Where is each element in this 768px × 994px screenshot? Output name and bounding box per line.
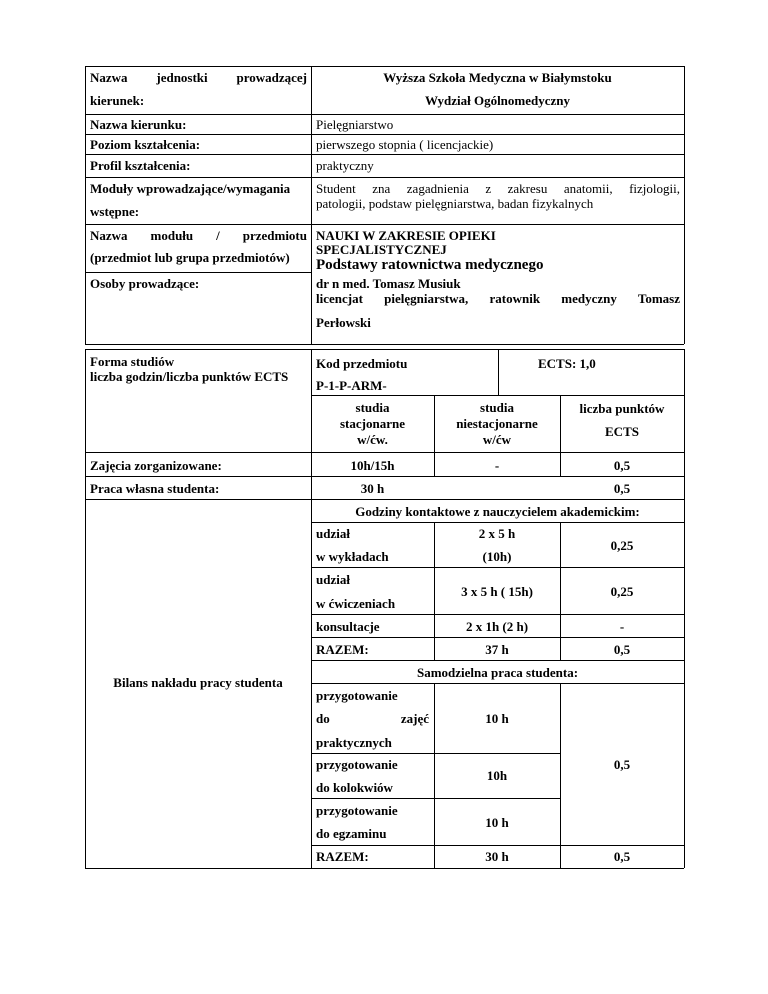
rule <box>85 476 684 477</box>
rule <box>311 614 684 615</box>
exercises-hours: 3 x 5 h ( 15h) <box>461 584 533 599</box>
module-value-2: SPECJALISTYCZNEJ <box>316 242 447 257</box>
rule <box>85 114 684 115</box>
prep-tests-label: przygotowanie <box>316 757 398 772</box>
prep-classes-label-3: praktycznych <box>316 735 392 750</box>
module-label <box>90 228 307 243</box>
direction-label: kierunek: <box>90 93 145 108</box>
own-work-ects: 0,5 <box>613 481 631 496</box>
rule <box>311 567 684 568</box>
rule <box>85 868 684 869</box>
self-work-header: Samodzielna praca studenta: <box>416 665 579 680</box>
col-nonstationary-line: studia <box>480 400 514 415</box>
col-nonstationary <box>434 400 560 448</box>
level-value: pierwszego stopnia ( licencjackie) <box>316 137 494 152</box>
prep-classes-word: do <box>316 711 330 726</box>
exercises-label: udział <box>316 572 350 587</box>
rule <box>498 349 499 395</box>
prep-classes-label-2 <box>316 711 429 726</box>
module-label-word: przedmiotu <box>242 228 307 243</box>
rule <box>85 224 684 225</box>
field-name-label: Nazwa kierunku: <box>90 117 187 132</box>
prep-classes-label: przygotowanie <box>316 688 398 703</box>
unit-label-word: jednostki <box>156 70 208 85</box>
prep-exam-label-2: do egzaminu <box>316 826 387 841</box>
rule <box>560 683 561 868</box>
rule <box>311 683 684 684</box>
prep-tests-label-2: do kolokwiów <box>316 780 393 795</box>
level-label: Poziom kształcenia: <box>90 137 201 152</box>
prep-classes-hours: 10 h <box>485 711 509 726</box>
unit-label-word: prowadzącej <box>236 70 307 85</box>
rule <box>311 845 684 846</box>
unit-label-word: Nazwa <box>90 70 128 85</box>
prep-exam-hours: 10 h <box>485 815 509 830</box>
self-total-hours: 30 h <box>485 849 509 864</box>
rule <box>311 798 561 799</box>
col-nonstationary-line: w/ćw <box>482 432 512 447</box>
rule <box>85 349 86 499</box>
teachers-label: Osoby prowadzące: <box>90 276 200 291</box>
rule <box>684 349 685 499</box>
lectures-ects: 0,25 <box>610 538 634 553</box>
organized-nonstationary: - <box>494 458 500 473</box>
rule <box>311 637 684 638</box>
rule <box>85 177 684 178</box>
rule <box>684 66 685 344</box>
rule <box>85 66 684 67</box>
rule <box>311 499 312 868</box>
col-ects <box>560 401 684 439</box>
consult-hours: 2 x 1h (2 h) <box>465 619 529 634</box>
rule <box>85 134 684 135</box>
unit-value: Wyższa Szkoła Medyczna w Białymstoku <box>383 70 612 85</box>
rule <box>85 452 684 453</box>
col-ects-line: ECTS <box>605 424 639 439</box>
profile-value: praktyczny <box>316 158 374 173</box>
teachers-value-2: licencjat pielęgniarstwa, ratownik medyczny Tomasz <box>316 291 680 306</box>
lectures-hours-2: (10h) <box>482 549 512 564</box>
unit-label <box>90 70 307 85</box>
self-total-ects: 0,5 <box>613 849 631 864</box>
consult-label: konsultacje <box>316 619 380 634</box>
exercises-label-2: w ćwiczeniach <box>316 596 396 611</box>
prereq-label-2: wstępne: <box>90 204 140 219</box>
rule <box>311 660 684 661</box>
prep-tests-hours: 10h <box>486 768 508 783</box>
col-nonstationary-line: niestacjonarne <box>456 416 538 431</box>
col-stationary-line: w/ćw. <box>357 432 388 447</box>
prep-exam-label: przygotowanie <box>316 803 398 818</box>
organized-stationary: 10h/15h <box>350 458 395 473</box>
rule <box>311 753 561 754</box>
prereq-value-2: patologii, podstaw pielęgniarstwa, badan fizykalnych <box>316 196 594 211</box>
field-name-value: Pielęgniarstwo <box>316 117 394 132</box>
prereq-label: Moduły wprowadzające/wymagania <box>90 181 291 196</box>
contact-total-ects: 0,5 <box>613 642 631 657</box>
code-label: Kod przedmiotu <box>316 356 408 371</box>
contact-total-hours: 37 h <box>485 642 509 657</box>
col-stationary <box>311 400 434 448</box>
rule <box>311 395 684 396</box>
organized-label: Zajęcia zorganizowane: <box>90 458 222 473</box>
self-work-ects: 0,5 <box>613 757 631 772</box>
rule <box>311 522 684 523</box>
direction-value: Wydział Ogólnomedyczny <box>424 93 571 108</box>
module-value: NAUKI W ZAKRESIE OPIEKI <box>316 228 496 243</box>
rule <box>85 272 311 273</box>
rule <box>85 154 684 155</box>
contact-total-label: RAZEM: <box>316 642 369 657</box>
code-value: P-1-P-ARM- <box>316 378 387 393</box>
module-label-word: / <box>216 228 220 243</box>
form-label-2: liczba godzin/liczba punktów ECTS <box>90 369 289 384</box>
rule <box>85 66 86 344</box>
col-stationary-line: stacjonarne <box>340 416 405 431</box>
module-value-subject: Podstawy ratownictwa medycznego <box>316 257 544 273</box>
lectures-label-2: w wykładach <box>316 549 389 564</box>
lectures-hours: 2 x 5 h <box>478 526 516 541</box>
module-label-word: modułu <box>150 228 194 243</box>
profile-label: Profil kształcenia: <box>90 158 191 173</box>
contact-header: Godziny kontaktowe z nauczycielem akademickim: <box>355 504 640 519</box>
prereq-value: Student zna zagadnienia z zakresu anatomii, fizjologii, <box>316 181 680 196</box>
module-label-word: Nazwa <box>90 228 128 243</box>
ects-label: ECTS: 1,0 <box>538 356 596 371</box>
lectures-label: udział <box>316 526 350 541</box>
rule <box>85 349 684 350</box>
col-stationary-line: studia <box>355 400 390 415</box>
organized-ects: 0,5 <box>613 458 631 473</box>
rule <box>85 499 684 500</box>
rule <box>684 499 685 868</box>
own-work-stationary: 30 h <box>360 481 385 496</box>
prep-classes-word: zajęć <box>400 711 429 726</box>
rule <box>85 344 684 345</box>
self-total-label: RAZEM: <box>316 849 369 864</box>
balance-label: Bilans nakładu pracy studenta <box>113 675 283 690</box>
teachers-value-3: Perłowski <box>316 315 371 330</box>
exercises-ects: 0,25 <box>610 584 634 599</box>
module-label-2: (przedmiot lub grupa przedmiotów) <box>90 250 290 265</box>
own-work-label: Praca własna studenta: <box>90 481 220 496</box>
teachers-value: dr n med. Tomasz Musiuk <box>316 276 461 291</box>
col-ects-line: liczba punktów <box>579 401 665 416</box>
form-label: Forma studiów <box>90 354 175 369</box>
consult-ects: - <box>619 619 625 634</box>
